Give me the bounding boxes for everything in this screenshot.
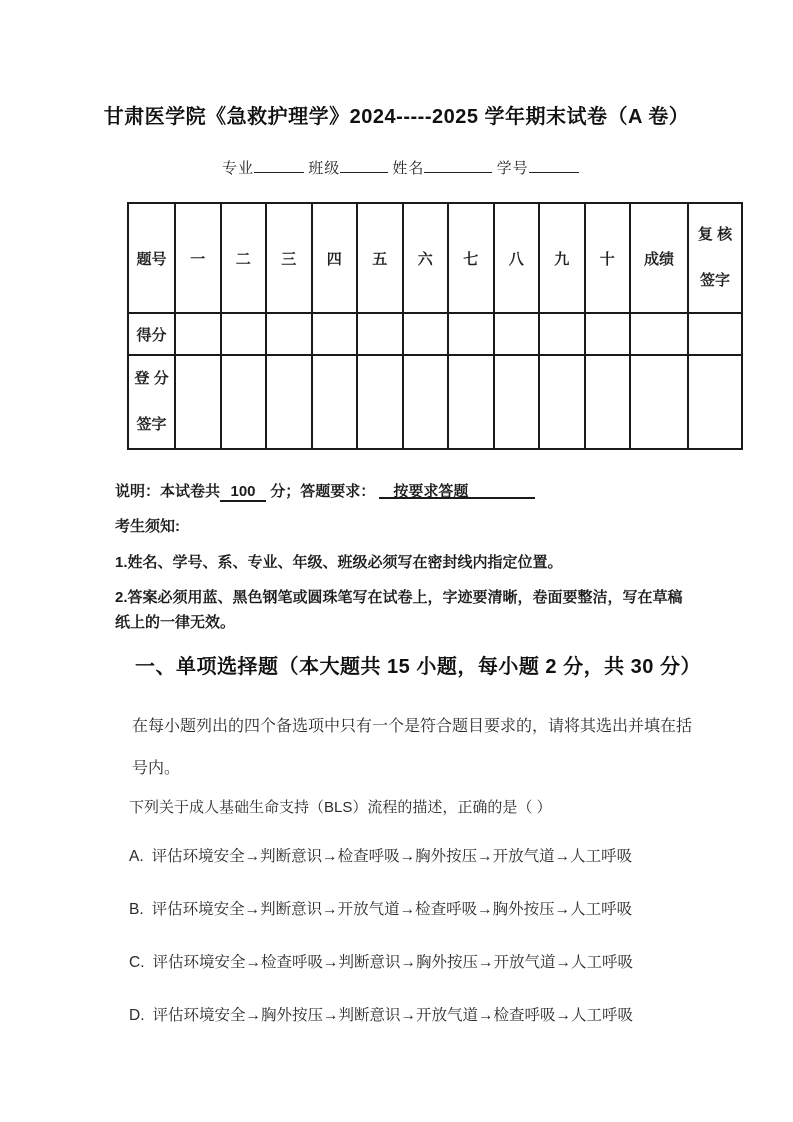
answer-requirement-value: 按要求答题 (379, 480, 535, 499)
total-points-value: 100 (220, 483, 266, 502)
score-cell (221, 313, 267, 355)
score-row-label: 得分 (128, 313, 175, 355)
major-blank (254, 157, 304, 173)
sign-cell (175, 355, 221, 449)
header-col-3: 三 (266, 203, 312, 313)
score-cell (585, 313, 631, 355)
name-label: 姓名 (392, 160, 425, 177)
sign-cell (221, 355, 267, 449)
sign-cell (403, 355, 449, 449)
score-table-header-row (128, 203, 742, 313)
option-d-text: 评估环境安全→胸外按压→判断意识→开放气道→检查呼吸→人工呼吸 (152, 1007, 634, 1024)
student-id-label: 学号 (496, 160, 529, 177)
option-a-label: A. (129, 848, 144, 865)
score-cell (266, 313, 312, 355)
header-col-2: 二 (221, 203, 267, 313)
header-col-10: 十 (585, 203, 631, 313)
header-col-7: 七 (448, 203, 494, 313)
option-d-label: D. (129, 1007, 145, 1024)
description-middle: 分；答题要求： (270, 483, 376, 500)
header-total-score: 成绩 (630, 203, 688, 313)
header-review-signature: 复 核 签字 (688, 203, 742, 313)
option-c-text: 评估环境安全→检查呼吸→判断意识→胸外按压→开放气道→人工呼吸 (152, 954, 634, 971)
header-col-8: 八 (494, 203, 540, 313)
option-c-label: C. (129, 954, 145, 971)
sign-cell (312, 355, 358, 449)
student-id-blank (529, 157, 579, 173)
section-1-heading: 一、单项选择题（本大题共 15 小题，每小题 2 分，共 30 分） (135, 656, 701, 678)
header-col-4: 四 (312, 203, 358, 313)
score-cell (403, 313, 449, 355)
section-1-intro: 在每小题列出的四个备选项中只有一个是符合题目要求的，请将其选出并填在括号内。 (132, 718, 693, 777)
sign-row-label: 登 分 签字 (128, 355, 175, 449)
notice-item-2: 2.答案必须用蓝、黑色钢笔或圆珠笔写在试卷上，字迹要清晰，卷面要整洁，写在草稿纸上的一律无效。 (115, 589, 683, 631)
sign-cell (539, 355, 585, 449)
description-prefix: 说明：本试卷共 (115, 483, 221, 500)
score-cell (448, 313, 494, 355)
score-cell (312, 313, 358, 355)
class-blank (340, 157, 388, 173)
score-cell (494, 313, 540, 355)
sign-cell (266, 355, 312, 449)
header-question-number: 题号 (128, 203, 175, 313)
header-col-6: 六 (403, 203, 449, 313)
score-cell (539, 313, 585, 355)
option-c (129, 950, 633, 972)
option-a-text: 评估环境安全→判断意识→检查呼吸→胸外按压→开放气道→人工呼吸 (151, 848, 633, 865)
score-row (128, 313, 742, 355)
name-blank (424, 157, 492, 173)
notice-title: 考生须知: (115, 518, 180, 535)
notice-item-1: 1.姓名、学号、系、专业、年级、班级必须写在密封线内指定位置。 (115, 554, 563, 571)
score-cell (688, 313, 742, 355)
header-col-1: 一 (175, 203, 221, 313)
option-a (129, 844, 632, 866)
option-d (129, 1003, 633, 1025)
sign-cell (448, 355, 494, 449)
score-cell (175, 313, 221, 355)
sign-cell (688, 355, 742, 449)
option-b-label: B. (129, 901, 144, 918)
exam-description-line (115, 480, 535, 502)
score-cell (357, 313, 403, 355)
sign-cell (585, 355, 631, 449)
option-b-text: 评估环境安全→判断意识→开放气道→检查呼吸→胸外按压→人工呼吸 (151, 901, 633, 918)
header-col-9: 九 (539, 203, 585, 313)
major-label: 专业 (222, 160, 255, 177)
option-b (129, 897, 632, 919)
student-info-line (222, 157, 579, 178)
header-col-5: 五 (357, 203, 403, 313)
score-cell (630, 313, 688, 355)
exam-title: 甘肃医学院《急救护理学》2024-----2025 学年期末试卷（A 卷） (103, 106, 690, 128)
score-table (127, 202, 743, 450)
sign-cell (357, 355, 403, 449)
sign-cell (494, 355, 540, 449)
class-label: 班级 (308, 160, 341, 177)
sign-row (128, 355, 742, 449)
sign-cell (630, 355, 688, 449)
question-1-text: 下列关于成人基础生命支持（BLS）流程的描述，正确的是（ ） (129, 799, 552, 816)
